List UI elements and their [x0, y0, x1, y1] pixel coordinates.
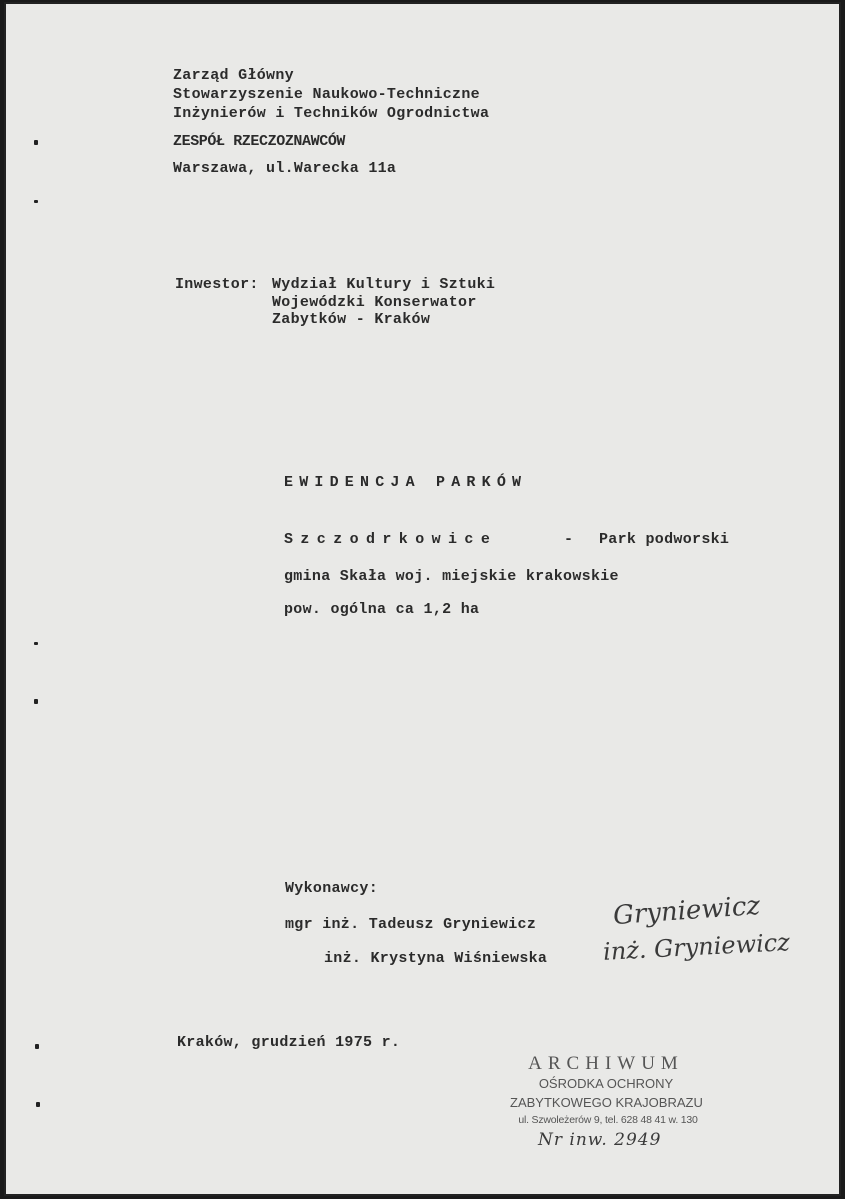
archive-address: ul. Szwoleżerów 9, tel. 628 48 41 w. 130 [518, 1114, 698, 1126]
author-name: inż. Krystyna Wiśniewska [324, 950, 548, 967]
archive-line: ZABYTKOWEGO KRAJOBRAZU [510, 1095, 703, 1110]
header-line: Zarząd Główny [173, 67, 294, 84]
margin-mark [35, 1044, 39, 1049]
park-dash: - [564, 531, 574, 548]
document-page [4, 2, 841, 1196]
archive-title: ARCHIWUM [528, 1053, 684, 1074]
investor-line: Wojewódzki Konserwator [272, 294, 477, 311]
document-title: EWIDENCJA PARKÓW [284, 474, 528, 491]
park-area: pow. ogólna ca 1,2 ha [284, 601, 480, 618]
margin-mark [36, 1102, 40, 1107]
margin-mark [34, 200, 38, 203]
investor-line: Wydział Kultury i Sztuki [272, 276, 496, 293]
signature: inż. Gryniewicz [602, 928, 791, 966]
header-address: Warszawa, ul.Warecka 11a [173, 160, 397, 177]
inventory-note: Nr inw. 2949 [538, 1130, 662, 1150]
header-line: Stowarzyszenie Naukowo-Techniczne [173, 86, 480, 103]
date-line: Kraków, grudzień 1975 r. [177, 1034, 401, 1051]
header-line: Inżynierów i Techników Ogrodnictwa [173, 105, 490, 122]
header-line: ZESPÓŁ RZECZOZNAWCÓW [173, 133, 346, 150]
signature: Gryniewicz [612, 890, 762, 932]
archive-line: OŚRODKA OCHRONY [538, 1076, 674, 1091]
margin-mark [34, 699, 38, 704]
park-name: Szczodrkowice [284, 531, 498, 548]
authors-label: Wykonawcy: [285, 880, 379, 897]
margin-mark [34, 140, 38, 145]
margin-mark [34, 642, 38, 645]
park-type: Park podworski [599, 531, 730, 548]
park-location: gmina Skała woj. miejskie krakowskie [284, 568, 619, 585]
author-name: mgr inż. Tadeusz Gryniewicz [285, 916, 537, 933]
investor-line: Zabytków - Kraków [272, 311, 431, 328]
investor-label: Inwestor: [175, 276, 259, 293]
